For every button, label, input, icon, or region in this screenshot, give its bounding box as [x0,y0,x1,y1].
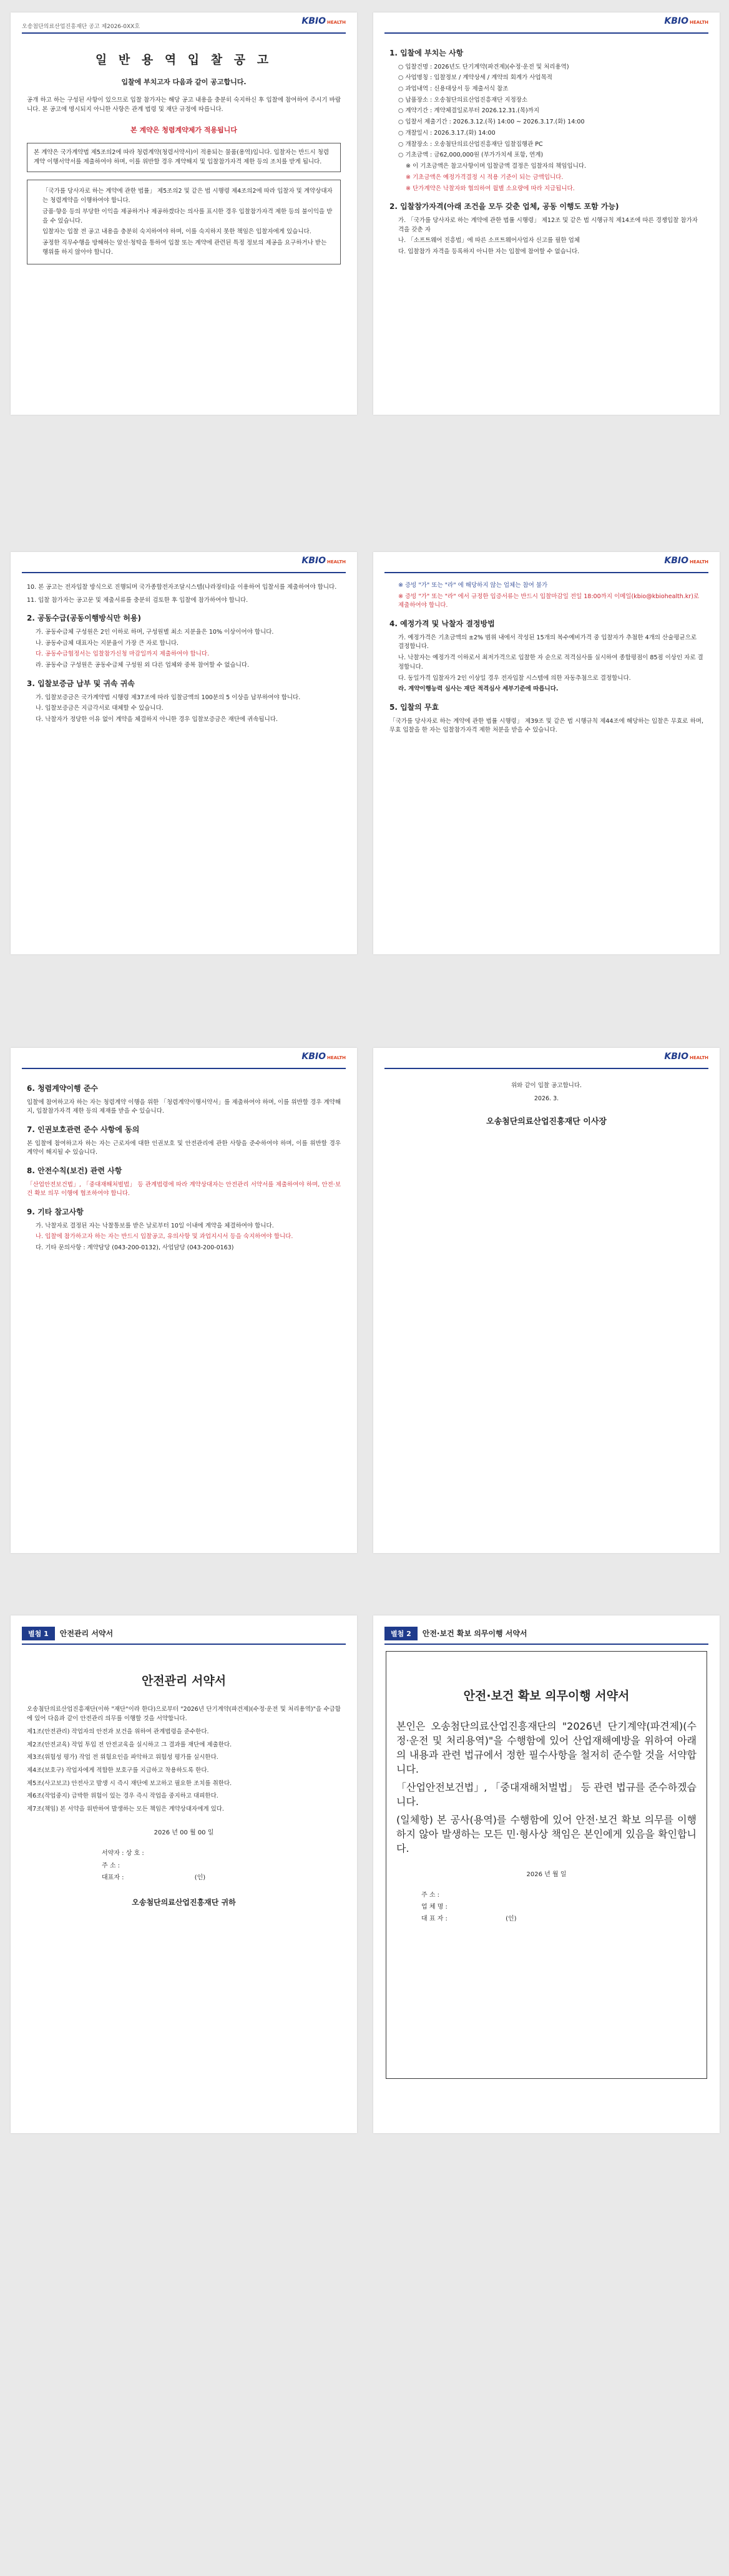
page-5 [11,1048,357,1553]
page-header [384,12,708,34]
list-item: ○ 과업내역 : 신용대상서 등 제출서식 참조 [398,85,509,93]
annex-2-heading: 안전·보건 확보 의무이행 서약서 [422,1629,527,1638]
section-9-title: 9. 기타 참고사항 [27,1208,84,1217]
section-6-title: 6. 청렴계약이행 준수 [27,1084,99,1093]
list-item: 나. 입찰에 참가하고자 하는 자는 반드시 입찰공고, 유의사항 및 과업지시서 등을 숙지하여야 합니다. [36,1233,293,1241]
list-item: ○ 계약기간 : 계약체결일로부터 2026.12.31.(목)까지 [398,107,540,115]
section-7-title: 7. 인권보호관련 준수 사항에 동의 [27,1125,140,1135]
kbio-logo: KBIO HEALTH [664,556,708,566]
article-item: 제7조(책임) 본 서약을 위반하여 발생하는 모든 책임은 계약상대자에게 있다. [27,1806,224,1813]
article-item: 제5조(사고보고) 안전사고 발생 시 즉시 재단에 보고하고 필요한 조치를 취한다. [27,1779,232,1787]
signature-line: 업 체 명 : [421,1904,448,1910]
section-4-title: 4. 예정가격 및 낙찰자 결정방법 [389,619,495,629]
annex-1-date: 2026 년 00 월 00 일 [154,1829,214,1836]
section-7-text: 본 입찰에 참여하고자 하는 자는 근로자에 대한 인권보호 및 안전관리에 관한 사항을 준수하여야 하며, 이를 위반할 경우 계약이 해지될 수 있습니다. [27,1140,341,1156]
annex-2-para-2: 「산업안전보건법」, 「중대재해처벌법」 등 관련 법규를 준수하겠습니다. [396,1781,697,1808]
article-item: 제1조(안전관리) 작업자의 안전과 보건을 위하여 관계법령을 준수한다. [27,1728,209,1735]
kbio-logo: KBIO HEALTH [301,556,346,566]
note-item: ※ 기초금액은 예정가격결정 시 적용 기준이 되는 금액입니다. [406,173,564,181]
intro-paragraph: 공개 하고 하는 구성된 사항이 있으므로 입찰 참가자는 해당 공고 내용을 충분히 숙지하신 후 입찰에 참여하여 주시기 바랍니다. 본 공고에 명시되지 아니한 사항은 관계 법령 및 재단 규정에 따릅니다. [27,97,341,114]
kbio-logo: KBIO HEALTH [301,16,346,26]
list-item: ○ 개찰장소 : 오송첨단의료산업진흥재단 입찰집행관 PC [398,140,543,148]
list-item: 나. 입찰보증금은 지급각서로 대체할 수 있습니다. [36,705,164,712]
list-item: ○ 입찰건명 : 2026년도 단기계약(파견제)(수정·운전 및 처리용역) [398,63,569,70]
list-item: 가. 공동수급체 구성원은 2인 이하로 하며, 구성원별 최소 지분율은 10% 이상이어야 합니다. [36,629,274,636]
list-item: ○ 사업명칭 : 입찰정보 / 계약상세 / 계약의 회계가 사업목적 [398,74,552,82]
list-item: 가. 「국가를 당사자로 하는 계약에 관한 법률 시행령」 제12조 및 같은 법 시행규칙 제14조에 따른 경쟁입찰 참가자격을 갖춘 자 [398,216,698,233]
seal-mark: (인) [194,1874,206,1882]
note-item: ※ 이 기초금액은 참고사항이며 입찰금액 결정은 입찰자의 책임입니다. [406,163,587,170]
article-item: 제4조(보호구) 작업자에게 적합한 보호구를 지급하고 착용하도록 한다. [27,1767,209,1775]
list-item: 다. 낙찰자가 정당한 이유 없이 계약을 체결하지 아니한 경우 입찰보증금은 재단에 귀속됩니다. [36,715,278,723]
list-item: 다. 입찰참가 자격을 등록하지 아니한 자는 입찰에 참여할 수 없습니다. [398,248,580,255]
annex-1-heading: 안전관리 서약서 [59,1629,114,1638]
annex-1-label: 별첨 1 [22,1627,55,1640]
section-2-title: 2. 입찰참가자격(아래 조건을 모두 갖춘 업체, 공동 이행도 포함 가능) [389,202,619,211]
list-item: 가. 낙찰자로 결정된 자는 낙찰통보를 받은 날로부터 10일 이내에 계약을 체결하여야 합니다. [36,1222,274,1229]
notice-date: 2026. 3. [534,1095,559,1102]
list-item: 나. 공동수급체 대표자는 지분율이 가장 큰 자로 합니다. [36,639,179,647]
page-header [22,12,346,34]
page-6 [373,1048,720,1553]
list-item: 다. 공동수급협정서는 입찰참가신청 마감일까지 제출하여야 합니다. [36,651,210,658]
issuer-name: 오송첨단의료산업진흥재단 이사장 [486,1117,607,1127]
doc-number: 오송첨단의료산업진흥재단 공고 제2026-0XX호 [22,24,140,30]
signature-line: 대표자 : (인) [102,1874,206,1882]
section-8-text: 「산업안전보건법」, 「중대재해처벌법」 등 관계법령에 따라 계약상대자는 안전관리 서약서를 제출하여야 하며, 안전·보건 확보 의무 이행에 협조하여야 합니다. [27,1181,341,1198]
annex-1-page [11,1615,357,2133]
page-3 [11,552,357,954]
section-6-text: 입찰에 참여하고자 하는 자는 청렴계약 이행을 위한 「청렴계약이행서약서」를 제출하여야 하며, 이를 위반할 경우 계약해지, 입찰참가자격 제한 등의 제재를 받을 수 있습니다. [27,1098,341,1115]
section-8-title: 8. 안전수칙(보건) 관련 사항 [27,1166,122,1176]
annex-1-title: 안전관리 서약서 [141,1674,227,1688]
note-item: ※ 단가계약은 낙찰자와 협의하여 월별 소요량에 따라 지급됩니다. [406,185,575,192]
article-item: 제3조(위험성 평가) 작업 전 위험요인을 파악하고 위험성 평가를 실시한다. [27,1754,218,1761]
integrity-box-title: 본 계약은 청렴계약제가 적용됩니다 [130,125,237,134]
section-3-title: 3. 입찰보증금 납부 및 귀속 귀속 [27,679,135,688]
page-header [384,552,708,573]
list-item: ○ 납품장소 : 오송첨단의료산업진흥재단 지정장소 [398,96,528,104]
annex-2-label: 별첨 2 [384,1627,418,1640]
article-item: 제6조(작업중지) 급박한 위험이 있는 경우 즉시 작업을 중지하고 대피한다. [27,1793,218,1800]
annex-1-intro: 오송첨단의료산업진흥재단(이하 "재단"이라 한다)으로부터 "2026년 단기계약(파견제)(수정·운전 및 처리용역)"을 수급함에 있어 다음과 같이 안전관리 의무를 이행할 것을 서약합니다. [27,1706,341,1723]
signature-line: 주 소 : [421,1892,440,1899]
list-item: 「국가를 당사자로 하는 계약에 관한 법률」 제5조의2 및 같은 법 시행령 제4조의2에 따라 입찰자 및 계약상대자는 청렴계약을 이행하여야 합니다. [42,188,333,205]
list-item: ○ 입찰서 제출기간 : 2026.3.12.(목) 14:00 ~ 2026.3.17.(화) 14:00 [398,119,585,126]
notice-subtitle: 입찰에 부치고자 다음과 같이 공고합니다. [121,78,247,87]
annex-2-title: 안전·보건 확보 의무이행 서약서 [463,1689,630,1703]
annex-2-header [384,1627,708,1645]
page-2 [373,12,720,415]
list-item: ○ 기초금액 : 금62,000,000원 (부가가치세 포함, 연계) [398,152,544,159]
signature-line: 대 표 자 : (인) [421,1915,517,1922]
list-item: 라. 공동수급 구성원은 공동수급체 구성원 외 다른 업체와 중복 참여할 수 없습니다. [36,662,250,669]
notice-items-box [27,180,341,264]
section-5-text: 「국가를 당사자로 하는 계약에 관한 법률 시행령」 제39조 및 같은 법 시행규칙 제44조에 해당하는 입찰은 무효로 하며, 무효 입찰을 한 자는 입찰참가자격 제한 처분을 받을 수 있습니다. [389,717,703,734]
signature-line: 주 소 : [102,1862,120,1869]
page-header [384,1048,708,1069]
note-item: ※ 증빙 "가" 또는 "라" 에 해당하지 않는 업체는 참여 불가 [398,582,548,589]
notice-title: 일 반 용 역 입 찰 공 고 [95,53,273,67]
page-header [22,1048,346,1069]
page-4 [373,552,720,954]
list-item: 라. 계약이행능력 심사는 재단 적격심사 세부기준에 따릅니다. [398,685,559,693]
kbio-logo: KBIO HEALTH [664,16,708,26]
integrity-box [27,143,341,172]
annex-2-box [386,1651,707,2079]
annex-2-para-3: (일체항) 본 공사(용역)를 수행함에 있어 안전·보건 확보 의무를 이행하지 않아 발생하는 모든 민·형사상 책임은 본인에게 있음을 확인합니다. [396,1814,697,1854]
kbio-logo: KBIO HEALTH [301,1052,346,1062]
seal-mark: (인) [506,1915,517,1922]
list-item: 다. 기타 문의사항 : 계약담당 (043-200-0132), 사업담당 (043-200-0163) [36,1244,234,1252]
list-item: 11. 입찰 참가자는 공고문 및 제출서류를 충분히 검토한 후 입찰에 참가하여야 합니다. [27,596,248,604]
list-item: 10. 본 공고는 전자입찰 방식으로 진행되며 국가종합전자조달시스템(나라장터)을 이용하여 입찰서를 제출하여야 합니다. [27,584,337,591]
article-item: 제2조(안전교육) 작업 투입 전 안전교육을 실시하고 그 결과를 재단에 제출한다. [27,1741,232,1748]
note-item: ※ 증빙 "가" 또는 "라" 에서 규정한 입증서류는 반드시 입찰마감일 전일 18:00까지 이메일(kbio@kbiohealth.kr)로 제출하여야 합니다. [398,593,700,609]
list-item: 입찰자는 입찰 전 공고 내용을 충분히 숙지하여야 하며, 이를 숙지하지 못한 책임은 입찰자에게 있습니다. [42,228,311,236]
section-5-title: 5. 입찰의 무효 [389,703,439,712]
list-item: 금품·향응 등의 부당한 이익을 제공하거나 제공하겠다는 의사를 표시한 경우 입찰참가자격 제한 등의 불이익을 받을 수 있습니다. [42,208,333,225]
page-header [22,552,346,573]
list-item: 가. 입찰보증금은 국가계약법 시행령 제37조에 따라 입찰금액의 100분의 5 이상을 납부하여야 합니다. [36,694,301,701]
page-1 [11,12,357,415]
list-item: 공정한 직무수행을 방해하는 알선·청탁을 통하여 입찰 또는 계약에 관련된 특정 정보의 제공을 요구하거나 받는 행위를 하지 않아야 합니다. [42,240,327,256]
integrity-box-text: 본 계약은 국가계약법 제5조의2에 따라 청렴계약(청렴서약서)이 적용되는 물품(용역)입니다. 입찰자는 반드시 청렴계약 이행서약서를 제출하여야 하며, 이를 위반할 경우 계약해지 및 입찰참가자격 제한 등의 조치를 받게 됩니다. [34,148,330,165]
list-item: 나. 낙찰자는 예정가격 이하로서 최저가격으로 입찰한 자 순으로 적격심사를 실시하여 종합평점이 85점 이상인 자로 결정합니다. [398,654,703,671]
section-1-title: 1. 입찰에 부치는 사항 [389,49,464,57]
annex-2-page [373,1615,720,2133]
annex-1-header [22,1627,346,1645]
list-item: 가. 예정가격은 기초금액의 ±2% 범위 내에서 작성된 15개의 복수예비가격 중 입찰자가 추첨한 4개의 산술평균으로 결정합니다. [398,634,697,651]
annex-1-recipient: 오송첨단의료산업진흥재단 귀하 [132,1897,236,1907]
list-item: ○ 개찰일시 : 2026.3.17.(화) 14:00 [398,129,496,137]
annex-2-para-1: 본인은 오송첨단의료산업진흥재단의 "2026년 단기계약(파견제)(수정·운전 및 처리용역)"을 수행함에 있어 산업재해예방을 위하여 아래의 내용과 관련 법규에서 정한 필수사항을 철저히 준수할 것을 서약합니다. [396,1720,697,1775]
kbio-logo: KBIO HEALTH [664,1052,708,1062]
signature-line: 서약자 : 상 호 : [102,1850,144,1857]
list-item: 나. 「소프트웨어 진흥법」에 따른 소프트웨어사업자 신고를 필한 업체 [398,237,580,245]
closing-notice: 위와 같이 입찰 공고합니다. [511,1082,582,1089]
list-item: 다. 동일가격 입찰자가 2인 이상일 경우 전자입찰 시스템에 의한 자동추첨으로 결정합니다. [398,674,631,682]
section-2-title: 2. 공동수급(공동이행방식만 허용) [27,614,141,623]
annex-2-date: 2026 년 월 일 [526,1871,567,1878]
